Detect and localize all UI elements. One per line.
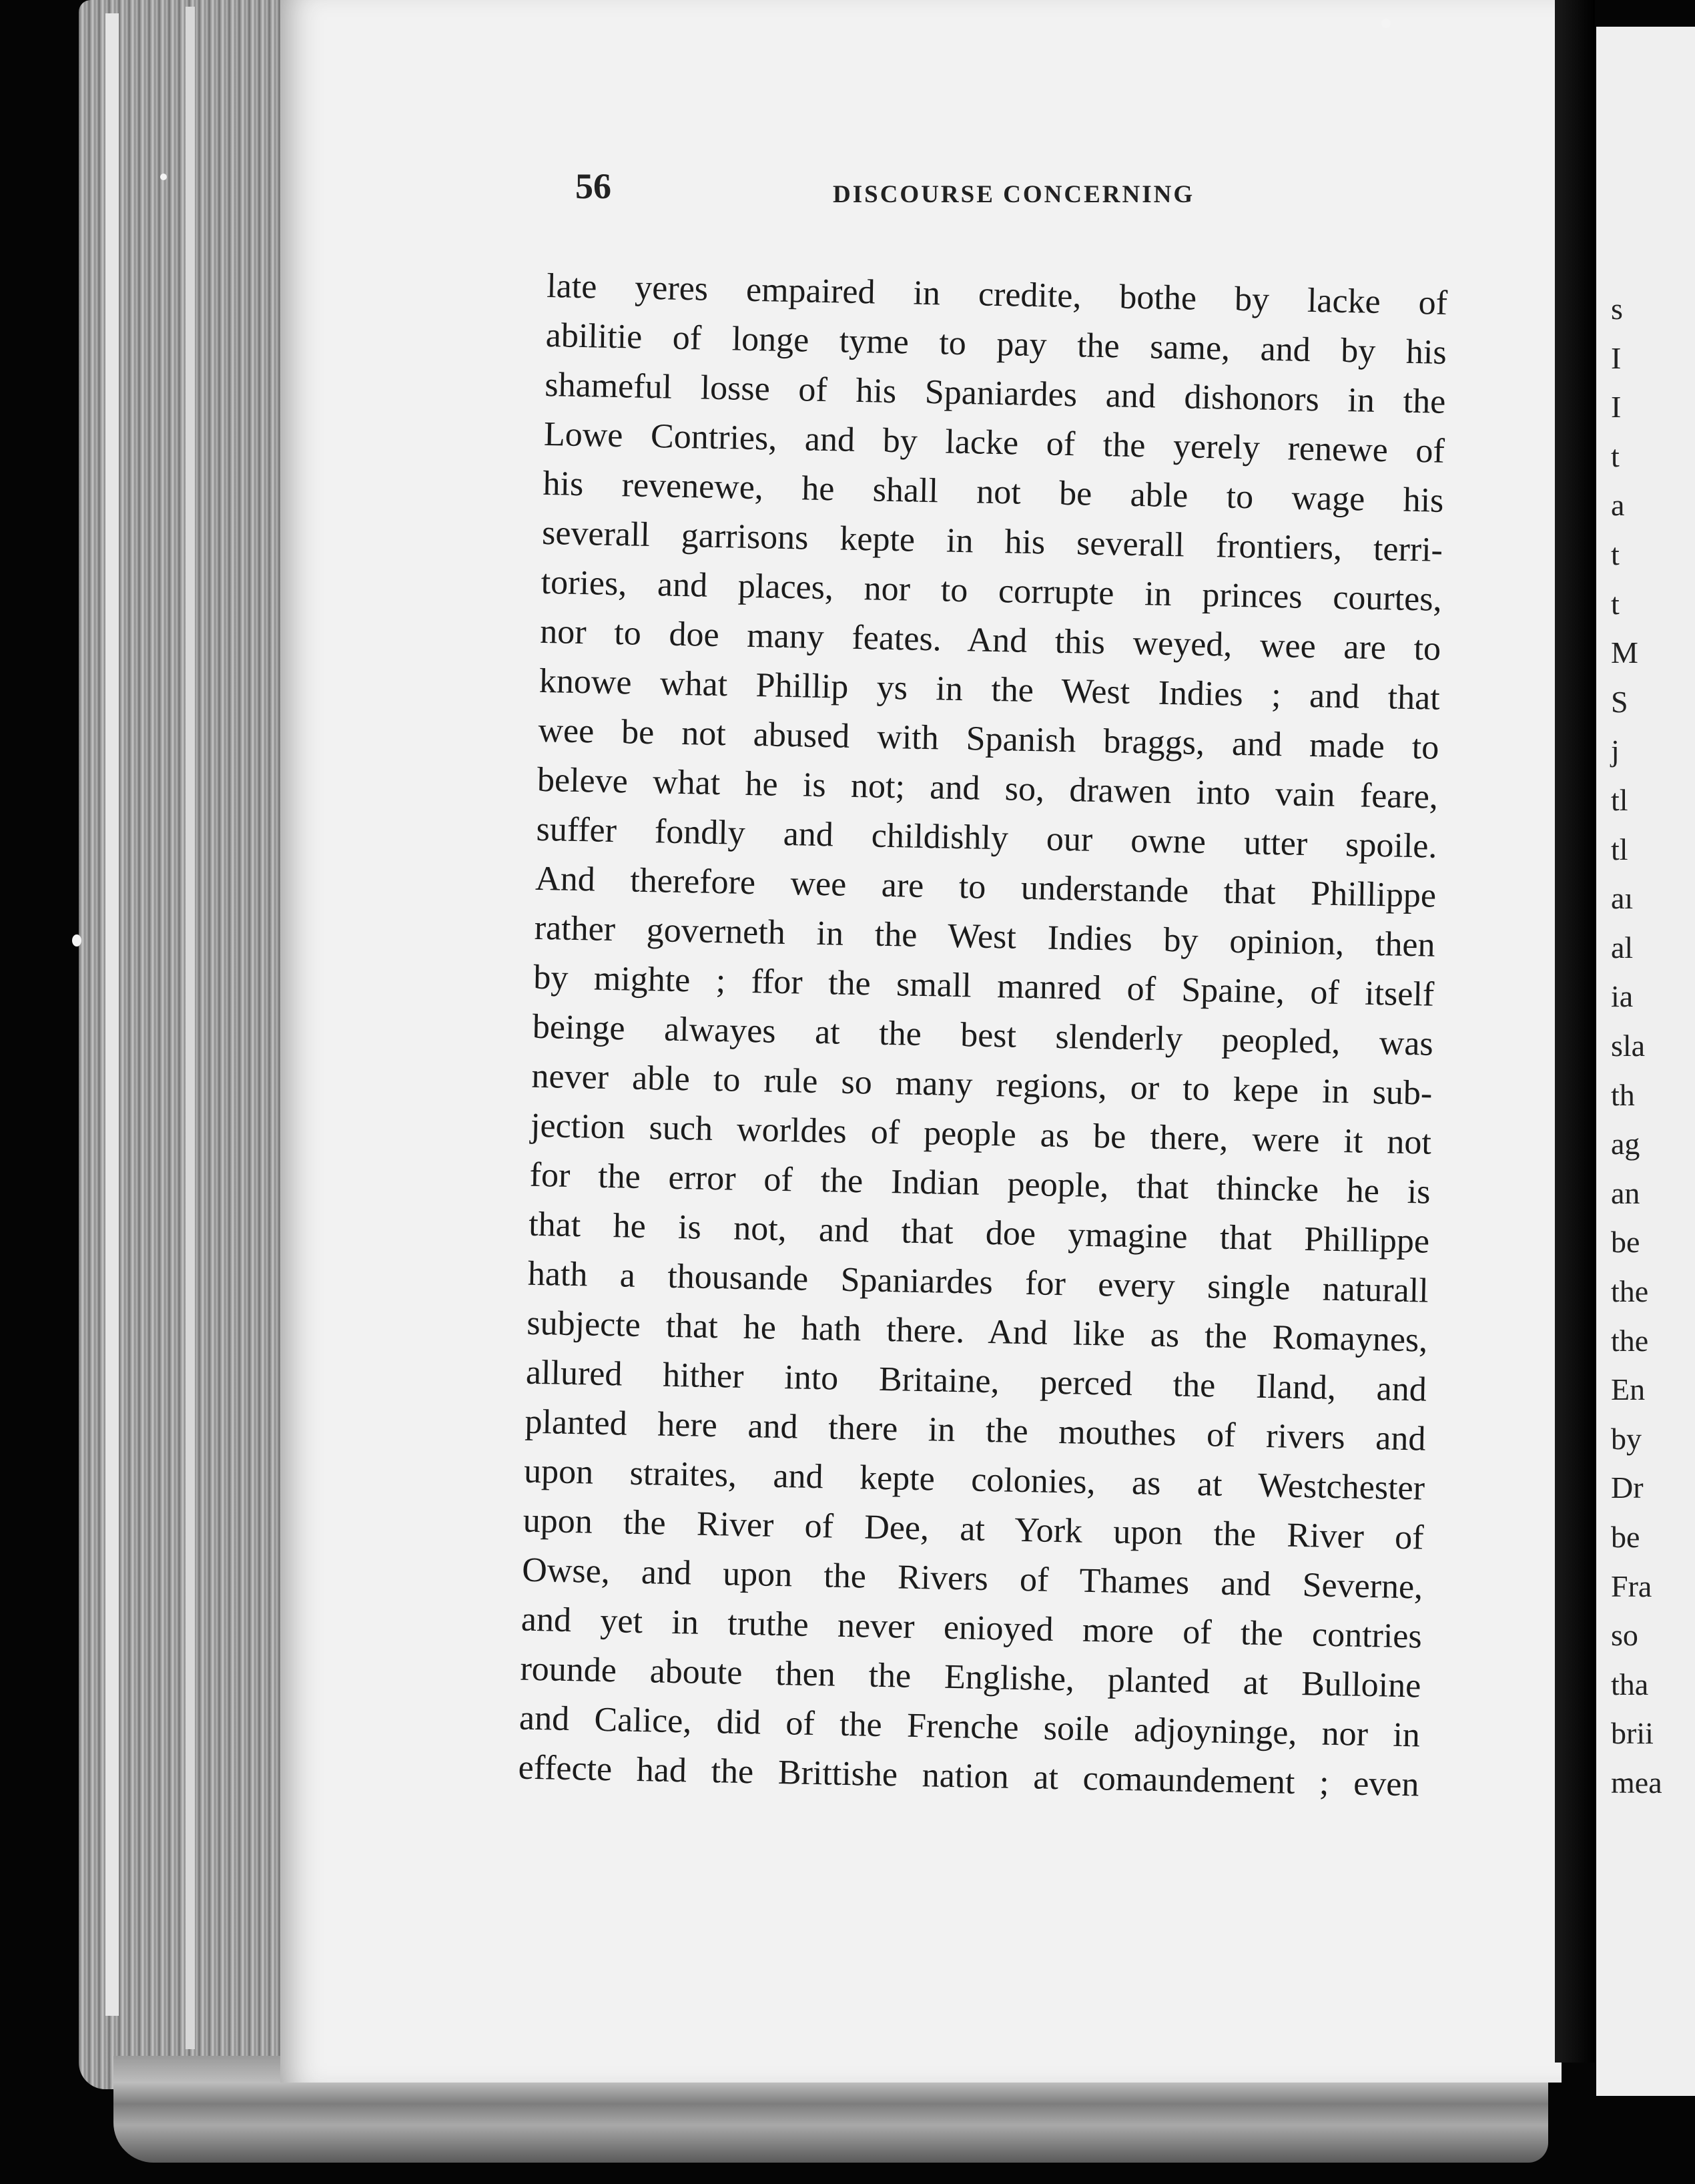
facing-page-fragment: En: [1611, 1372, 1646, 1407]
text-line: planted here and there in the mouthes of rivers and: [525, 1402, 1426, 1458]
facing-page-fragment: so: [1611, 1618, 1638, 1653]
text-line: upon the River of Dee, at York upon the River of: [523, 1501, 1425, 1557]
text-line: and Calice, did of the Frenche soile adjoyninge, nor in: [519, 1699, 1421, 1755]
page-number: 56: [575, 166, 611, 206]
facing-page-fragment: ag: [1611, 1127, 1640, 1161]
book-page-edges: [79, 0, 309, 2089]
text-line: shameful losse of his Spaniardes and dishonors in the: [544, 365, 1446, 421]
facing-page-fragment: brii: [1611, 1716, 1654, 1751]
running-title: DISCOURSE CONCERNING: [833, 181, 1195, 208]
text-line: effecte had the Brittishe nation at comaundement ; even: [518, 1748, 1419, 1804]
book-gutter: [1555, 0, 1595, 2063]
facing-page-fragment: tl: [1611, 783, 1628, 817]
facing-page-fragment: aı: [1611, 881, 1634, 916]
text-line: never able to rule so many regions, or to kepe in sub-: [531, 1057, 1433, 1113]
text-line: Lowe Contries, and by lacke of the yerely renewe of: [543, 415, 1445, 471]
facing-page-fragment: be: [1611, 1520, 1640, 1554]
text-line: subjecte that he hath there. And like as the Romaynes,: [526, 1304, 1428, 1360]
text-line: jection such worldes of people as be there, were it not: [530, 1106, 1432, 1162]
text-line: hath a thousande Spaniardes for every single naturall: [527, 1254, 1429, 1310]
text-line: allured hither into Britaine, perced the Iland, and: [525, 1353, 1427, 1409]
text-line: suffer fondly and childishly our owne utter spoile.: [536, 810, 1437, 866]
facing-page-fragment: the: [1611, 1323, 1649, 1358]
facing-page-fragment: tha: [1611, 1667, 1649, 1701]
text-line: And therefore wee are to understande that Phillippe: [535, 859, 1437, 915]
facing-page-fragment: be: [1611, 1225, 1640, 1260]
facing-page-fragment: t: [1611, 439, 1620, 473]
facing-page-fragment: Dr: [1611, 1470, 1644, 1505]
scan-speck: [72, 934, 81, 946]
facing-page: [1596, 27, 1695, 2096]
text-line: beleve what he is not; and so, drawen into vain feare,: [537, 760, 1439, 816]
text-line: tories, and places, nor to corrupte in princes courtes,: [541, 563, 1443, 619]
facing-page-fragment: s: [1611, 292, 1623, 326]
facing-page-fragment: t: [1611, 537, 1620, 571]
text-line: upon straites, and kepte colonies, as at Westchester: [523, 1452, 1425, 1508]
body-text: [518, 262, 1448, 1810]
text-line: late yeres empaired in credite, bothe by lacke of: [546, 266, 1448, 322]
text-line: abilitie of longe tyme to pay the same, and by his: [545, 316, 1447, 372]
text-line: for the error of the Indian people, that thincke he is: [529, 1155, 1431, 1211]
scan-speck: [1381, 19, 1391, 28]
text-line: knowe what Phillip ys in the West Indies ; and that: [539, 661, 1441, 718]
facing-page-fragment: t: [1611, 586, 1620, 621]
text-line: beinge alwayes at the best slenderly peopled, was: [532, 1007, 1434, 1063]
facing-page-fragment: tl: [1611, 832, 1628, 866]
facing-page-fragment: a: [1611, 488, 1625, 523]
facing-page-fragment: j: [1611, 734, 1620, 768]
text-line: severall garrisons kepte in his severall frontiers, terri-: [541, 513, 1443, 569]
facing-page-fragment: by: [1611, 1421, 1642, 1456]
facing-page-fragment: mea: [1611, 1765, 1662, 1800]
text-line: Owse, and upon the Rivers of Thames and Severne,: [521, 1551, 1423, 1607]
facing-page-fragment: I: [1611, 390, 1622, 425]
facing-page-fragment: ia: [1611, 979, 1634, 1014]
text-line: that he is not, and that doe ymagine that Phillippe: [528, 1205, 1430, 1261]
text-line: and yet in truthe never enioyed more of the contries: [521, 1600, 1423, 1656]
facing-page-fragment: I: [1611, 340, 1622, 375]
facing-page-fragment: the: [1611, 1274, 1649, 1308]
text-line: by mighte ; ffor the small manred of Spaine, of itself: [533, 958, 1435, 1014]
facing-page-fragment: al: [1611, 930, 1634, 965]
facing-page-fragment: an: [1611, 1175, 1640, 1210]
text-line: rounde aboute then the Englishe, planted at Bulloine: [519, 1649, 1421, 1705]
scan-speck: [160, 174, 167, 180]
text-line: nor to doe many feates. And this weyed, wee are to: [539, 612, 1441, 668]
facing-page-fragment: th: [1611, 1077, 1635, 1112]
text-line: wee be not abused with Spanish braggs, and made to: [537, 711, 1439, 767]
text-line: rather governeth in the West Indies by opinion, then: [534, 908, 1436, 965]
facing-page-fragment: sla: [1611, 1029, 1646, 1063]
facing-page-fragment: M: [1611, 635, 1638, 670]
facing-page-fragment: Fra: [1611, 1569, 1652, 1603]
text-line: his revenewe, he shall not be able to wage his: [543, 464, 1444, 520]
facing-page-fragment: S: [1611, 684, 1628, 719]
